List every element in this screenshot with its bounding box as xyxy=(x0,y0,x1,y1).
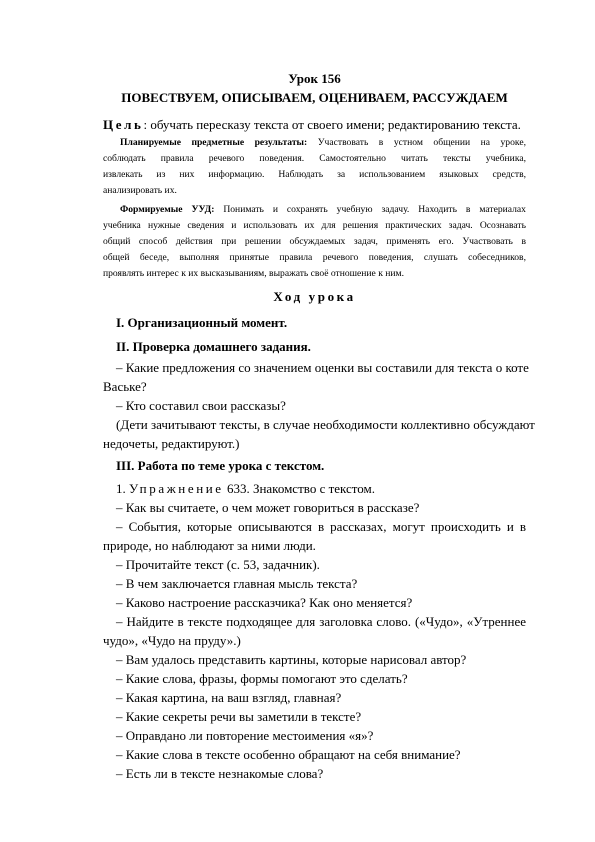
question-line: – Какие секреты речи вы заметили в тексте? xyxy=(116,709,362,724)
section-3-heading: III. Работа по теме урока с текстом. xyxy=(116,458,325,473)
homework-line-2: Ваське? xyxy=(103,379,147,394)
homework-line-3: – Кто составил свои рассказы? xyxy=(116,398,286,413)
homework-line-1: – Какие предложения со значением оценки вы составили для текста о коте xyxy=(116,360,529,375)
question-line: чудо», «Чудо на пруду».) xyxy=(103,633,241,648)
lesson-goal xyxy=(103,116,526,134)
planned-line-1: Планируемые предметные результаты: Участвовать в устном общении на уроке, xyxy=(120,137,526,148)
question-line: природе, но наблюдают за ними люди. xyxy=(103,538,316,553)
planned-label: Планируемые предметные результаты: xyxy=(120,137,308,148)
uud-line-2: учебника нужные сведения и использовать их для решения практических задач. Осознавать xyxy=(103,220,526,231)
question-line: – Каково настроение рассказчика? Как оно меняется? xyxy=(116,595,413,610)
question-line: – Какие слова, фразы, формы помогают это сделать? xyxy=(116,671,408,686)
question-line: – Есть ли в тексте незнакомые слова? xyxy=(116,766,324,781)
planned-line-2: соблюдать правила речевого поведения. Самостоятельно читать тексты учебника, xyxy=(103,153,526,164)
question-line: – Вам удалось представить картины, которые нарисовал автор? xyxy=(116,652,467,667)
course-heading: Ход урока xyxy=(273,289,356,304)
homework-line-5: недочеты, редактируют.) xyxy=(103,436,240,451)
uud-line-4: общей беседе, выполняя принятые правила речевого поведения, слушать собеседников, xyxy=(103,252,526,263)
lesson-number: Урок 156 xyxy=(288,71,341,86)
question-line: – Прочитайте текст (с. 53, задачник). xyxy=(116,557,320,572)
uud-label: Формируемые УУД: xyxy=(120,204,215,215)
uud-line-5: проявлять интерес к их высказываниям, выражать своё отношение к ним. xyxy=(103,268,405,279)
planned-line-3: извлекать из них информацию. Наблюдать за использованием языковых средств, xyxy=(103,169,526,180)
question-line: – В чем заключается главная мысль текста? xyxy=(116,576,358,591)
exercise-line: 1. Упражнение 633. Знакомство с текстом. xyxy=(116,481,376,496)
planned-line-4: анализировать их. xyxy=(103,185,177,196)
question-line: – События, которые описываются в рассказах, могут происходить и в xyxy=(116,519,526,534)
goal-label: Цель xyxy=(103,117,144,132)
section-2-heading: II. Проверка домашнего задания. xyxy=(116,339,311,354)
homework-line-4: (Дети зачитывают тексты, в случае необходимости коллективно обсуждают xyxy=(116,417,535,432)
question-line: – Как вы считаете, о чем может говориться в рассказе? xyxy=(116,500,420,515)
question-line: – Какая картина, на ваш взгляд, главная? xyxy=(116,690,342,705)
uud-line-1: Формируемые УУД: Понимать и сохранять учебную задачу. Находить в материалах xyxy=(120,204,526,215)
question-line: – Оправдано ли повторение местоимения «я»? xyxy=(116,728,374,743)
exercise-label: Упражнение xyxy=(129,481,224,496)
question-line: – Какие слова в тексте особенно обращают на себя внимание? xyxy=(116,747,461,762)
section-1-heading: I. Организационный момент. xyxy=(116,315,288,330)
lesson-title: ПОВЕСТВУЕМ, ОПИСЫВАЕМ, ОЦЕНИВАЕМ, РАССУЖДАЕМ xyxy=(121,90,508,105)
goal-text: : обучать пересказу текста от своего имени; редактированию текста. xyxy=(143,117,521,132)
uud-line-3: общий способ действия при решении обсуждаемых задач, применять его. Участвовать в xyxy=(103,236,526,247)
question-line: – Найдите в тексте подходящее для заголовка слово. («Чудо», «Утреннее xyxy=(116,614,526,629)
